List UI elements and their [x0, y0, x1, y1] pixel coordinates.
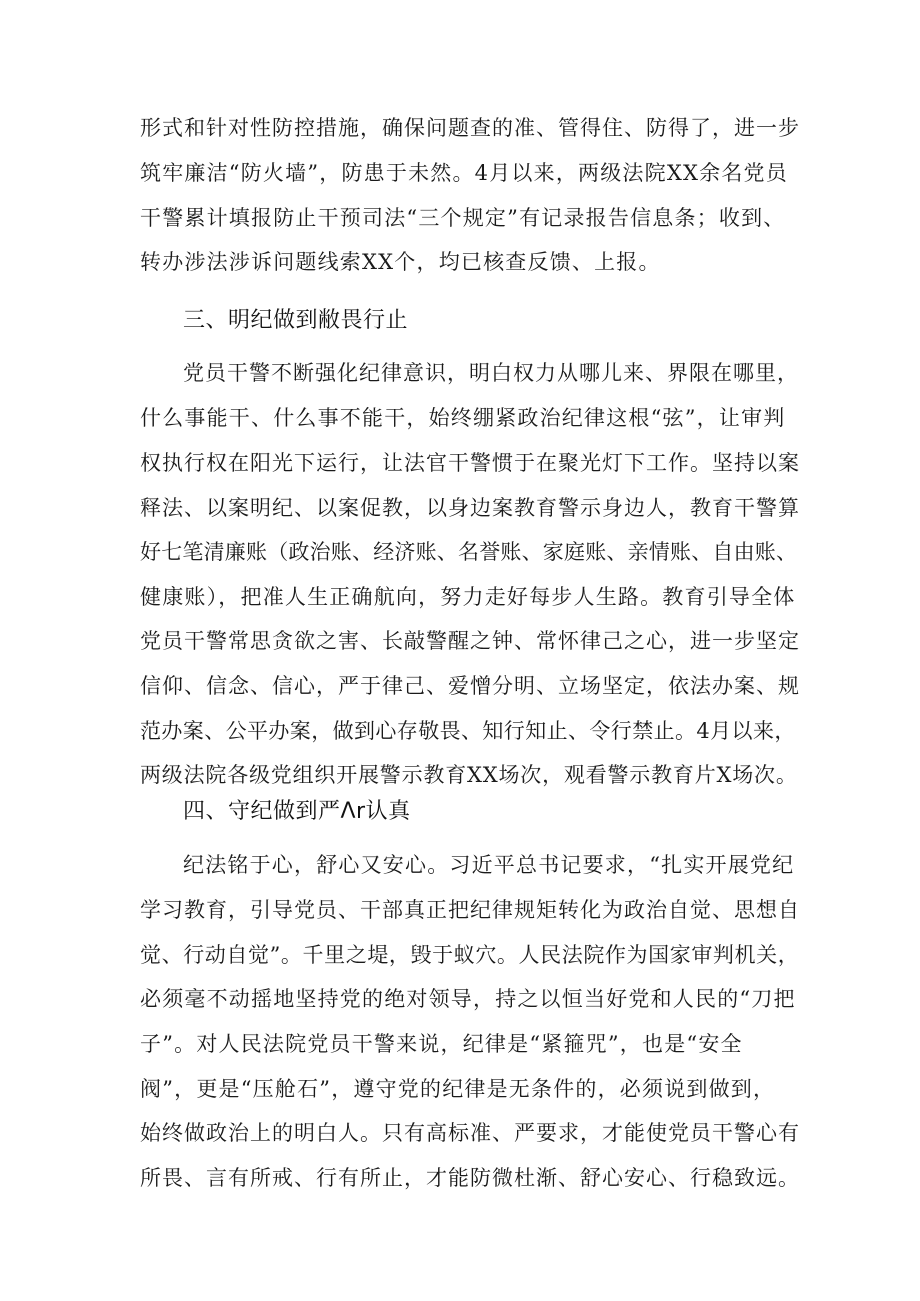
- paragraph-line: 纪法铭于心，舒心又安心。习近平总书记要求，“扎实开展党纪: [183, 853, 795, 877]
- paragraph-line: 健康账），把准人生正确航向，努力走好每步人生路。教育引导全体: [140, 585, 796, 609]
- paragraph-line: 释法、以案明纪、以案促教，以身边案教育警示身边人，教育干警算: [140, 496, 800, 520]
- paragraph-line: 干警累计填报防止干预司法“三个规定”有记录报告信息条；收到、: [140, 206, 786, 230]
- paragraph-line: 权执行权在阳光下运行，让法官干警惯于在聚光灯下工作。坚持以案: [140, 451, 800, 475]
- paragraph-line: 始终做政治上的明白人。只有高标准、严要求，才能使党员干警心有: [140, 1121, 800, 1145]
- paragraph-line: 学习教育，引导党员、干部真正把纪律规矩转化为政治自觉、思想自: [140, 898, 800, 922]
- paragraph-line: 转办涉法涉诉问题线索XX个，均已核查反馈、上报。: [140, 250, 661, 274]
- paragraph-line: 什么事能干、什么事不能干，始终绷紧政治纪律这根“弦”，让审判: [140, 406, 786, 430]
- paragraph-line: 党员干警常思贪欲之害、长敲警醒之钟、常怀律己之心，进一步坚定: [140, 629, 800, 653]
- paragraph-line: 范办案、公平办案，做到心存敬畏、知行知止、令行禁止。4月以来，: [140, 719, 796, 743]
- paragraph-line: 子”。对人民法院党员干警来说，纪律是“紧箍咒”，也是“安全: [140, 1032, 743, 1056]
- paragraph-line: 筑牢廉洁“防火墙”，防患于未然。4月以来，两级法院XX余名党员: [140, 161, 788, 185]
- section-heading: 三、明纪做到敝畏行止: [183, 308, 409, 333]
- paragraph-line: 信仰、信念、信心，严于律己、爱憎分明、立场坚定，依法办案、规: [140, 674, 800, 698]
- section-heading: 四、守纪做到严Λr认真: [183, 799, 411, 824]
- paragraph-line: 好七笔清廉账（政治账、经济账、名誉账、家庭账、亲情账、自由账、: [140, 540, 798, 564]
- paragraph-line: 必须毫不动摇地坚持党的绝对领导，持之以恒当好党和人民的“刀把: [140, 987, 796, 1011]
- paragraph-line: 两级法院各级党组织开展警示教育XX场次，观看警示教育片X场次。: [140, 763, 798, 787]
- paragraph-line: 阀”，更是“压舱石”，遵守党的纪律是无条件的，必须说到做到，: [140, 1077, 776, 1101]
- paragraph-line: 所畏、言有所戒、行有所止，才能防微杜渐、舒心安心、行稳致远。: [140, 1166, 800, 1190]
- paragraph-line: 党员干警不断强化纪律意识，明白权力从哪儿来、界限在哪里，: [183, 361, 799, 385]
- paragraph-line: 形式和针对性防控措施，确保问题查的准、管得住、防得了，进一步: [140, 116, 800, 140]
- paragraph-line: 觉、行动自觉”。千里之堤，毁于蚁穴。人民法院作为国家审判机关，: [140, 943, 800, 967]
